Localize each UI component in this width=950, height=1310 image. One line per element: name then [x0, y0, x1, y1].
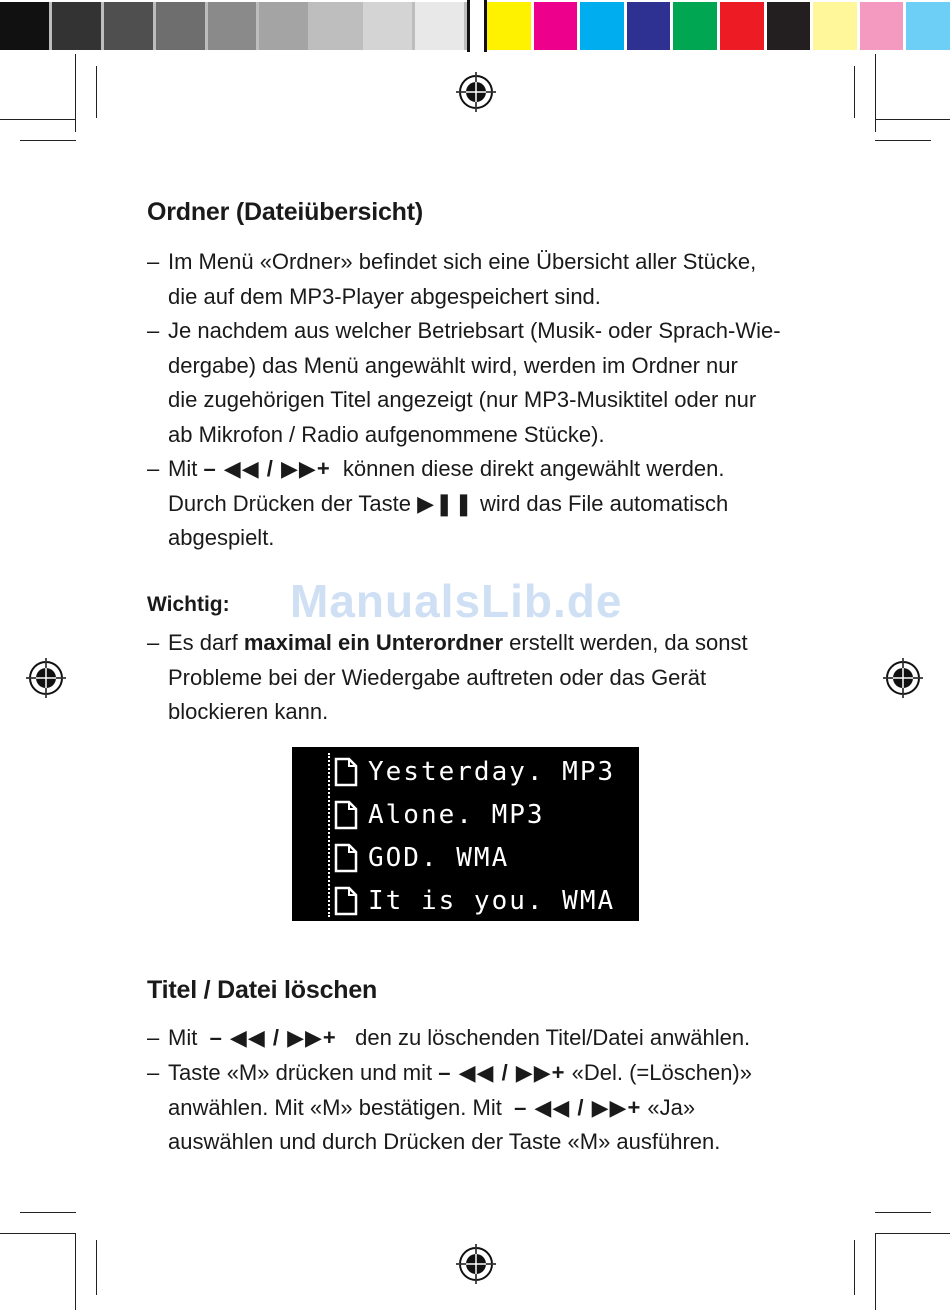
crop-mark [854, 1240, 855, 1295]
color-swatch [208, 2, 260, 50]
text-segment: Mit [168, 456, 198, 481]
list-item-line: Probleme bei der Wiedergabe auftreten oder das Gerät [168, 664, 707, 690]
text-segment: Es darf [168, 630, 238, 655]
bold-text: maximal ein Unterordner [243, 630, 504, 655]
crop-mark [854, 66, 855, 118]
color-swatch [720, 2, 767, 50]
list-item-line: die zugehörigen Titel angezeigt (nur MP3-Musiktitel oder nur [168, 387, 757, 412]
color-swatch [767, 2, 814, 50]
color-swatch [627, 2, 674, 50]
text-segment: anwählen. Mit «M» bestätigen. Mit [168, 1094, 502, 1120]
crop-mark [875, 1233, 876, 1310]
crop-mark [20, 140, 76, 141]
list-item [147, 314, 807, 452]
list-item-line [168, 1056, 807, 1091]
color-swatch [415, 2, 467, 50]
color-swatch [104, 2, 156, 50]
list-dash: – [147, 318, 160, 343]
list-item-line: Je nachdem aus welcher Betriebsart (Musik- oder Sprach-Wie- [168, 318, 781, 343]
list-item-line: Im Menü «Ordner» befindet sich eine Übersicht aller Stücke, [168, 249, 757, 274]
file-name: It is you. WMA [368, 886, 616, 916]
text-segment: erstellt werden, da sonst [509, 630, 748, 655]
prev-next-control-icon: – ◀◀ / ▶▶+ [438, 1060, 566, 1085]
registration-mark-icon [454, 70, 498, 114]
color-swatch [259, 2, 311, 50]
list-item-line [168, 487, 807, 522]
text-segment: den zu löschenden Titel/Datei anwählen. [355, 1025, 751, 1050]
list-item [147, 452, 807, 556]
color-swatch [52, 2, 104, 50]
prev-next-control-icon: – ◀◀ / ▶▶+ [514, 1094, 642, 1120]
registration-mark-icon [881, 656, 925, 700]
folder-tree-line [328, 753, 330, 917]
text-segment: wird das File automatisch [479, 490, 729, 516]
text-segment: «Ja» [647, 1094, 696, 1120]
list-item-line: dergabe) das Menü angewählt wird, werden im Ordner nur [168, 352, 738, 378]
prev-next-control-icon: – ◀◀ / ▶▶+ [209, 1025, 337, 1050]
crop-mark [75, 1233, 76, 1310]
file-icon [334, 843, 358, 873]
list-item-line [168, 1021, 807, 1056]
grayscale-color-bar [0, 0, 470, 52]
color-swatch [0, 2, 52, 50]
color-swatch [487, 2, 534, 50]
crop-mark [875, 119, 950, 120]
list-item-line: blockieren kann. [168, 699, 329, 724]
crop-mark [0, 119, 75, 120]
crop-mark [0, 1233, 75, 1234]
crop-mark [20, 1212, 76, 1213]
color-swatch [906, 2, 950, 50]
text-segment: «Del. (=Löschen)» [571, 1060, 752, 1085]
process-color-bar [484, 0, 950, 52]
list-dash: – [147, 1025, 160, 1050]
file-name: GOD. WMA [368, 843, 510, 873]
list-item-line: abgespielt. [168, 525, 275, 550]
section-title-loeschen: Titel / Datei löschen [147, 976, 378, 1004]
crop-mark [75, 54, 76, 132]
list-item-line: auswählen und durch Drücken der Taste «M» ausführen. [168, 1129, 721, 1154]
file-icon [334, 800, 358, 830]
list-item-line [168, 452, 807, 487]
watermark: ManualsLib.de [290, 575, 623, 627]
file-name: Alone. MP3 [368, 800, 545, 830]
file-entry [334, 796, 545, 834]
file-entry [334, 882, 615, 920]
text-segment: Durch Drücken der Taste [168, 490, 411, 516]
player-display [292, 747, 639, 921]
file-icon [334, 886, 358, 916]
registration-mark-icon [454, 1242, 498, 1286]
registration-mark-icon [24, 656, 68, 700]
color-swatch [311, 2, 363, 50]
file-entry [334, 753, 615, 791]
prev-next-control-icon: – ◀◀ / ▶▶+ [203, 456, 331, 481]
text-segment: Taste «M» drücken und mit [168, 1060, 433, 1085]
file-entry [334, 839, 509, 877]
color-swatch [860, 2, 907, 50]
list-item [147, 1056, 807, 1160]
list-dash: – [147, 1060, 160, 1085]
crop-mark [875, 54, 876, 132]
color-swatch [534, 2, 581, 50]
list-item [147, 1021, 807, 1056]
list-item-line: ab Mikrofon / Radio aufgenommene Stücke). [168, 421, 605, 447]
crop-mark [96, 66, 97, 118]
crop-mark [875, 140, 931, 141]
list-item [147, 245, 807, 314]
file-name: Yesterday. MP3 [368, 757, 616, 787]
crop-mark [875, 1233, 950, 1234]
play-pause-icon: ▶❚❚ [417, 490, 474, 516]
important-label: Wichtig: [147, 593, 230, 616]
crop-mark [96, 1240, 97, 1295]
color-swatch [580, 2, 627, 50]
section-title-ordner: Ordner (Dateiübersicht) [147, 198, 424, 226]
list-item-line: die auf dem MP3-Player abgespeichert sind. [168, 283, 601, 309]
list-item [147, 626, 807, 730]
text-segment: können diese direkt angewählt werden. [342, 456, 725, 481]
crop-mark [875, 1212, 931, 1213]
color-swatch [156, 2, 208, 50]
list-item-line [168, 626, 807, 661]
list-dash: – [147, 630, 160, 655]
text-segment: Mit [168, 1025, 198, 1050]
list-dash: – [147, 249, 160, 274]
list-dash: – [147, 456, 160, 481]
color-swatch [813, 2, 860, 50]
file-icon [334, 757, 358, 787]
color-swatch [673, 2, 720, 50]
list-item-line [168, 1091, 807, 1126]
color-swatch [363, 2, 415, 50]
